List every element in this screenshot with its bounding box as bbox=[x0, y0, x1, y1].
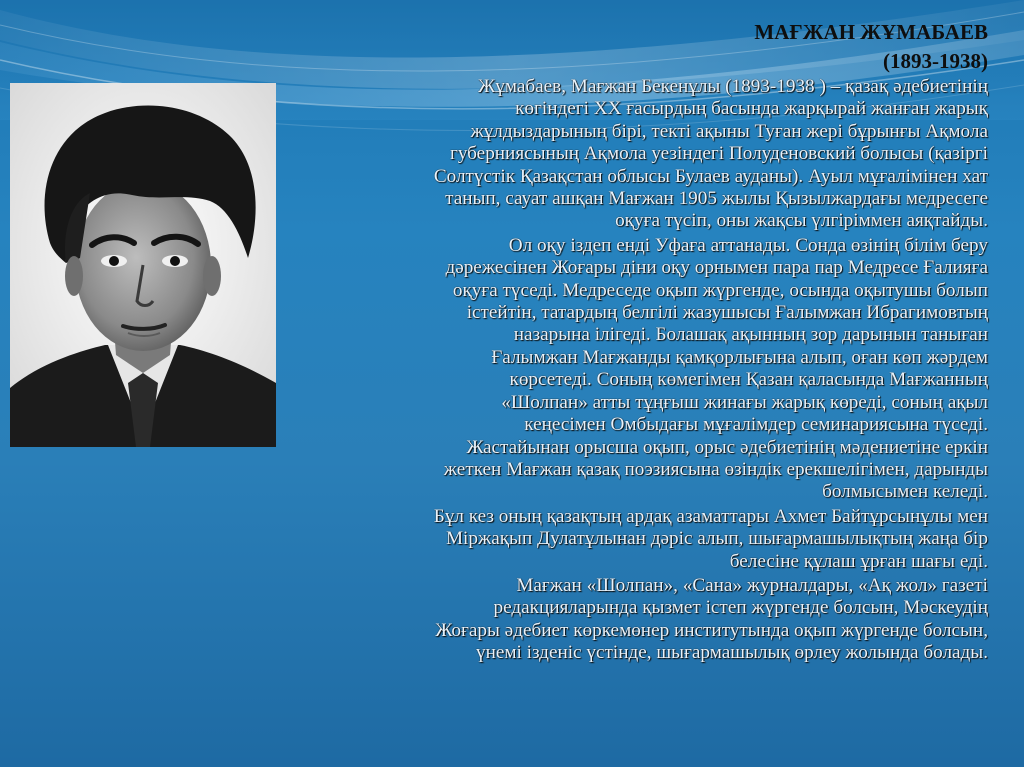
text-line: Міржақып Дулатұлынан дәріс алып, шығармашылықтың жаңа бір bbox=[445, 528, 988, 550]
text-line: көгіндегі ХХ ғасырдың басында жарқырай жанған жарық bbox=[515, 98, 988, 120]
text-line: үнемі ізденіс үстінде, шығармашылық өрлеу жолында болады. bbox=[475, 642, 988, 664]
text-line: губерниясының Ақмола уезіндегі Полуденовский болысы (қазіргі bbox=[449, 143, 988, 165]
text-line: оқуға түсіп, оны жақсы үлгіріммен аяқтайды. bbox=[615, 210, 988, 232]
text-line: Бұл кез оның қазақтың ардақ азаматтары Ахмет Байтұрсынұлы мен bbox=[433, 505, 988, 527]
text-line: Мағжан «Шолпан», «Сана» журналдары, «Ақ жол» газеті bbox=[516, 574, 988, 596]
text-line: Ғалымжан Мағжанды қамқорлығына алып, оған көп жәрдем bbox=[491, 346, 988, 368]
text-line: Жұмабаев, Мағжан Бекенұлы (1893-1938 ) – қазақ әдебиетінің bbox=[478, 76, 988, 97]
text-line: жеткен Мағжан қазақ поэзиясына өзіндік ерекшелігімен, дарынды bbox=[443, 458, 988, 480]
text-line: жұлдыздарының бірі, текті ақыны Туған жері бұрынғы Ақмола bbox=[470, 120, 988, 142]
text-line: көрсетеді. Соның көмегімен Қазан қаласында Мағжанның bbox=[509, 369, 988, 391]
paragraph bbox=[282, 76, 988, 233]
text-line: Солтүстік Қазақстан облысы Булаев ауданы). Ауыл мұғалімінен хат bbox=[433, 165, 988, 187]
text-line: белесіне құлаш ұрған шағы еді. bbox=[729, 550, 988, 572]
text-line: «Шолпан» атты тұңғыш жинағы жарық көреді, соның ақыл bbox=[501, 391, 988, 413]
text-line: Жоғары әдебиет көркемөнер институтында оқып жүргенде болсын, bbox=[435, 619, 988, 641]
text-line: Ол оқу іздеп енді Уфаға аттанады. Сонда өзінің білім беру bbox=[508, 234, 988, 256]
text-line: Жастайынан орысша оқып, орыс әдебиетінің мәдениетіне еркін bbox=[466, 436, 988, 458]
text-line: болмысымен келеді. bbox=[822, 481, 988, 503]
text-line: кеңесімен Омбыдағы мұғалімдер семинариясына түседі. bbox=[524, 414, 988, 436]
paragraph bbox=[282, 235, 988, 504]
slide-years: (1893-1938) bbox=[883, 49, 988, 73]
portrait-photo bbox=[10, 83, 276, 447]
text-line: дәрежесінен Жоғары діни оқу орнымен пара пар Медресе Ғалияға bbox=[445, 257, 988, 279]
text-line: редакцияларында қызмет істеп жүргенде болсын, Мәскеудің bbox=[493, 597, 988, 619]
text-line: оқуға түседі. Медреседе оқып жүргенде, осында оқытушы болып bbox=[452, 279, 988, 301]
biography-text bbox=[282, 76, 988, 667]
text-line: назарына ілігеді. Болашақ ақынның зор дарынын таныған bbox=[513, 324, 988, 346]
portrait-image bbox=[10, 83, 276, 447]
paragraph bbox=[282, 506, 988, 573]
slide-header bbox=[754, 18, 988, 76]
text-line: танып, сауат ашқан Мағжан 1905 жылы Қызылжардағы медресеге bbox=[445, 188, 988, 210]
text-line: істейтін, татардың белгілі жазушысы Ғалымжан Ибрагимовтың bbox=[466, 302, 988, 324]
slide-title: МАҒЖАН ЖҰМАБАЕВ bbox=[754, 20, 988, 44]
paragraph bbox=[282, 575, 988, 665]
